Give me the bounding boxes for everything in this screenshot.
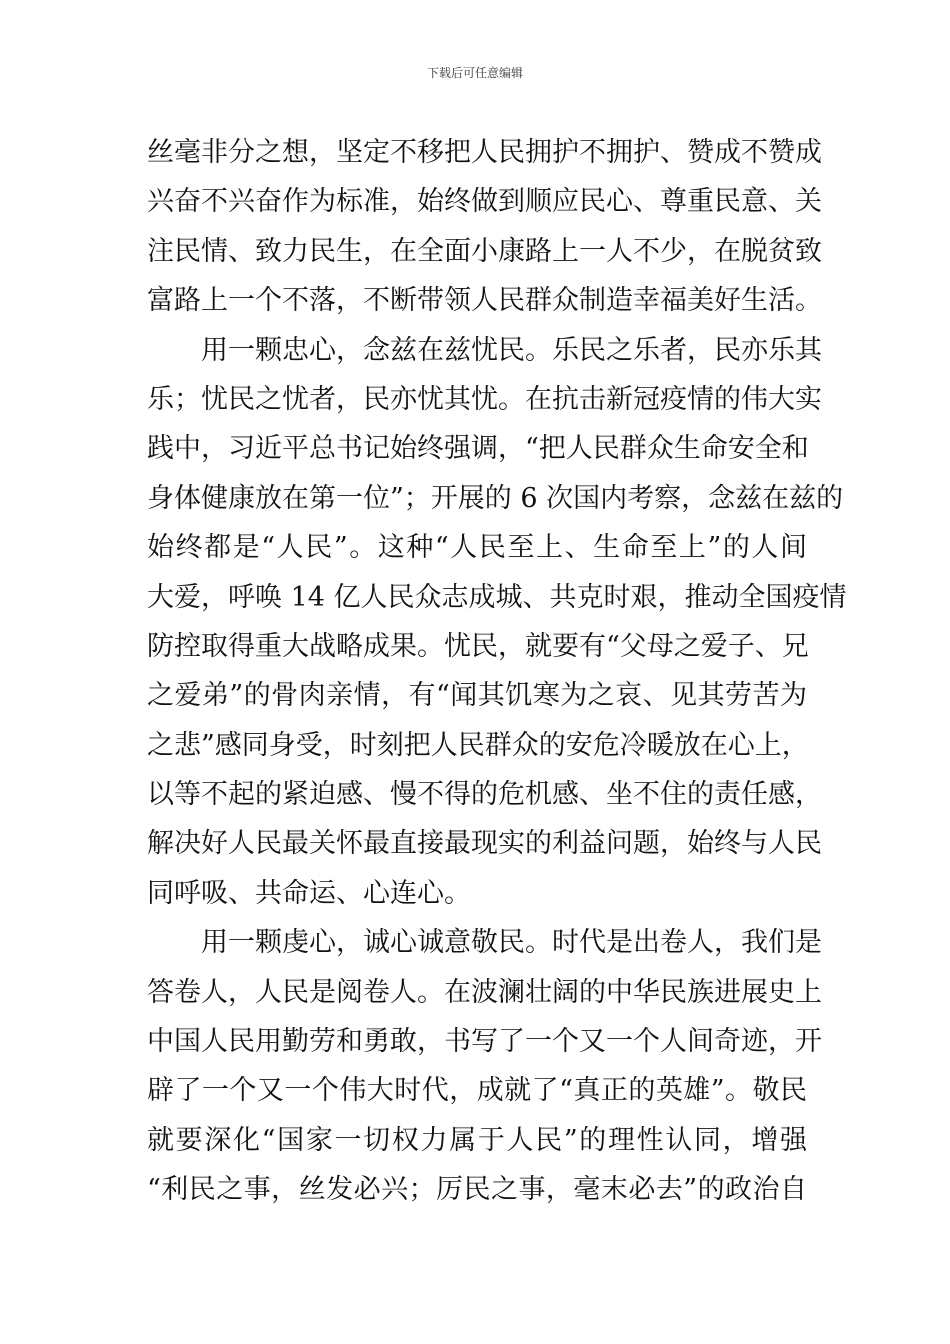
- text-line: 身体健康放在第一位”；开展的 6 次国内考察，念兹在兹的: [147, 482, 844, 514]
- text-line: 注民情、致力民生，在全面小康路上一人不少，在脱贫致: [147, 235, 822, 267]
- text-line: 防控取得重大战略成果。忧民，就要有“父母之爱子、兄: [147, 630, 809, 662]
- text-line: “利民之事，丝发必兴；厉民之事，毫末必去”的政治自: [147, 1174, 807, 1206]
- text-line: 大爱，呼唤 14 亿人民众志成城、共克时艰，推动全国疫情: [147, 581, 847, 613]
- paragraph-end-line: 同呼吸、共命运、心连心。: [147, 877, 471, 909]
- text-line: 以等不起的紧迫感、慢不得的危机感、坐不住的责任感，: [147, 779, 822, 811]
- text-line: 兴奋不兴奋作为标准，始终做到顺应民心、尊重民意、关: [147, 186, 822, 218]
- text-line: 答卷人，人民是阅卷人。在波澜壮阔的中华民族进展史上: [147, 976, 822, 1008]
- text-line: 乐；忧民之忧者，民亦忧其忧。在抗击新冠疫情的伟大实: [147, 383, 822, 415]
- text-line: 富路上一个不落，不断带领人民群众制造幸福美好生活。: [147, 285, 822, 317]
- paragraph-start-line: 用一颗忠心，念兹在兹忧民。乐民之乐者，民亦乐其: [201, 334, 822, 366]
- text-line: 之爱弟”的骨肉亲情，有“闻其饥寒为之哀、见其劳苦为: [147, 680, 807, 712]
- paragraph-start-line: 用一颗虔心，诚心诚意敬民。时代是出卷人，我们是: [201, 927, 822, 959]
- document-body: [147, 128, 847, 1215]
- text-line: 就要深化“国家一切权力属于人民”的理性认同，增强: [147, 1124, 807, 1156]
- text-line: 辟了一个又一个伟大时代，成就了“真正的英雄”。敬民: [147, 1075, 807, 1107]
- text-line: 践中，习近平总书记始终强调，“把人民群众生命安全和: [147, 433, 809, 465]
- text-line: 丝毫非分之想，坚定不移把人民拥护不拥护、赞成不赞成: [147, 137, 822, 168]
- text-line: 解决好人民最关怀最直接最现实的利益问题，始终与人民: [147, 828, 822, 860]
- text-line: 中国人民用勤劳和勇敢，书写了一个又一个人间奇迹，开: [147, 1026, 822, 1058]
- page-header-note: 下载后可任意编辑: [426, 66, 523, 80]
- text-line: 之悲”感同身受，时刻把人民群众的安危冷暖放在心上，: [147, 729, 809, 761]
- text-line: 始终都是“人民”。这种“人民至上、生命至上”的人间: [147, 532, 807, 564]
